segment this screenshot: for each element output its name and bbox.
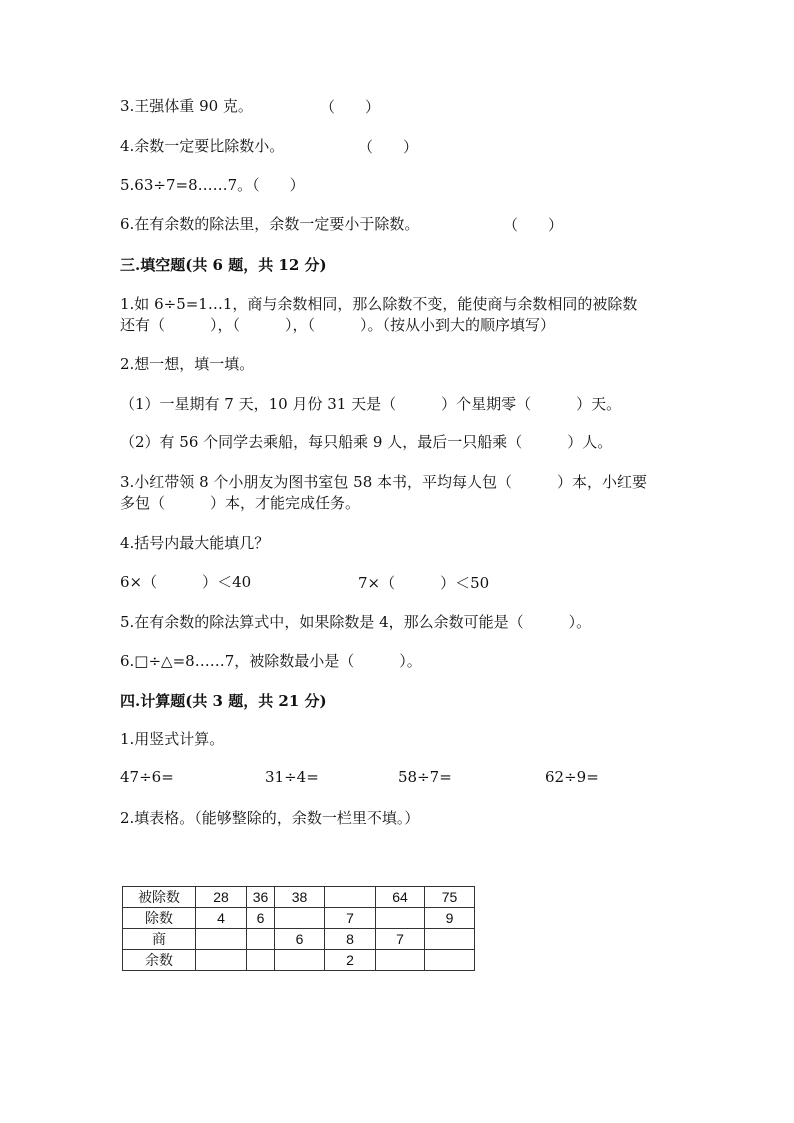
calc-item-3: 58÷7= bbox=[398, 768, 452, 786]
question-3-answer-paren[interactable]: （ ） bbox=[320, 98, 381, 116]
fill-q2-text: 2.想一想，填一填。 bbox=[120, 355, 255, 373]
calc-q1-text: 1.用竖式计算。 bbox=[120, 730, 225, 748]
question-4-answer-paren[interactable]: （ ） bbox=[358, 138, 419, 156]
question-5-text: 5.63÷7=8……7。（ ） bbox=[120, 176, 305, 194]
fill-q4-text: 4.括号内最大能填几？ bbox=[120, 534, 270, 552]
table-cell: 36 bbox=[247, 887, 275, 908]
table-cell[interactable] bbox=[196, 929, 247, 950]
fill-q6-text: 6.□÷△=8……7，被除数最小是（ ）。 bbox=[120, 652, 422, 670]
fill-q4-part-a: 6×（ ）＜40 bbox=[120, 573, 252, 591]
table-cell[interactable] bbox=[376, 950, 425, 971]
table-cell[interactable] bbox=[425, 929, 475, 950]
table-cell: 6 bbox=[275, 929, 325, 950]
table-row-quotient bbox=[123, 929, 475, 950]
table-cell[interactable] bbox=[247, 950, 275, 971]
table-header-cell: 被除数 bbox=[123, 887, 196, 908]
table-cell: 64 bbox=[376, 887, 425, 908]
table-cell[interactable] bbox=[376, 908, 425, 929]
table-cell: 6 bbox=[247, 908, 275, 929]
calc-item-2: 31÷4= bbox=[265, 768, 319, 786]
table-cell[interactable] bbox=[196, 950, 247, 971]
table-cell: 9 bbox=[425, 908, 475, 929]
table-cell[interactable] bbox=[425, 950, 475, 971]
table-row-dividend bbox=[123, 887, 475, 908]
table-cell: 8 bbox=[325, 929, 376, 950]
fill-q4-part-b: 7×（ ）＜50 bbox=[358, 574, 490, 592]
table-cell[interactable] bbox=[275, 908, 325, 929]
question-6-answer-paren[interactable]: （ ） bbox=[503, 216, 564, 234]
table-header-cell: 除数 bbox=[123, 908, 196, 929]
table-cell[interactable] bbox=[325, 887, 376, 908]
table-cell: 75 bbox=[425, 887, 475, 908]
table-cell: 38 bbox=[275, 887, 325, 908]
section-3-heading: 三.填空题(共 6 题，共 12 分) bbox=[120, 256, 327, 274]
fill-q1-line2: 还有（ ），（ ），（ ）。（按从小到大的顺序填写） bbox=[120, 316, 556, 334]
table-cell: 4 bbox=[196, 908, 247, 929]
fill-q1-line1: 1.如 6÷5=1…1，商与余数相同，那么除数不变，能使商与余数相同的被除数 bbox=[120, 295, 638, 313]
table-cell: 28 bbox=[196, 887, 247, 908]
table-cell[interactable] bbox=[247, 929, 275, 950]
calc-q2-text: 2.填表格。（能够整除的，余数一栏里不填。） bbox=[120, 809, 420, 827]
question-3-text: 3.王强体重 90 克。 bbox=[120, 97, 253, 115]
calc-item-4: 62÷9= bbox=[545, 768, 599, 786]
question-6-text: 6.在有余数的除法里，余数一定要小于除数。 bbox=[120, 215, 420, 233]
table-cell: 2 bbox=[325, 950, 376, 971]
table-header-cell: 余数 bbox=[123, 950, 196, 971]
fill-q3-line1: 3.小红带领 8 个小朋友为图书室包 58 本书，平均每人包（ ）本，小红要 bbox=[120, 473, 648, 491]
table-cell[interactable] bbox=[275, 950, 325, 971]
division-table bbox=[122, 886, 475, 971]
fill-q2-part1: （1）一星期有 7 天，10 月份 31 天是（ ）个星期零（ ）天。 bbox=[120, 395, 622, 413]
table-header-cell: 商 bbox=[123, 929, 196, 950]
fill-q2-part2: （2）有 56 个同学去乘船，每只船乘 9 人，最后一只船乘（ ）人。 bbox=[120, 433, 613, 451]
calc-item-1: 47÷6= bbox=[120, 768, 174, 786]
table-row-remainder bbox=[123, 950, 475, 971]
table-row-divisor bbox=[123, 908, 475, 929]
table-cell: 7 bbox=[325, 908, 376, 929]
table-cell: 7 bbox=[376, 929, 425, 950]
fill-q3-line2: 多包（ ）本，才能完成任务。 bbox=[120, 494, 361, 512]
section-4-heading: 四.计算题(共 3 题，共 21 分) bbox=[120, 692, 327, 710]
question-4-text: 4.余数一定要比除数小。 bbox=[120, 137, 285, 155]
fill-q5-text: 5.在有余数的除法算式中，如果除数是 4，那么余数可能是（ ）。 bbox=[120, 613, 592, 631]
